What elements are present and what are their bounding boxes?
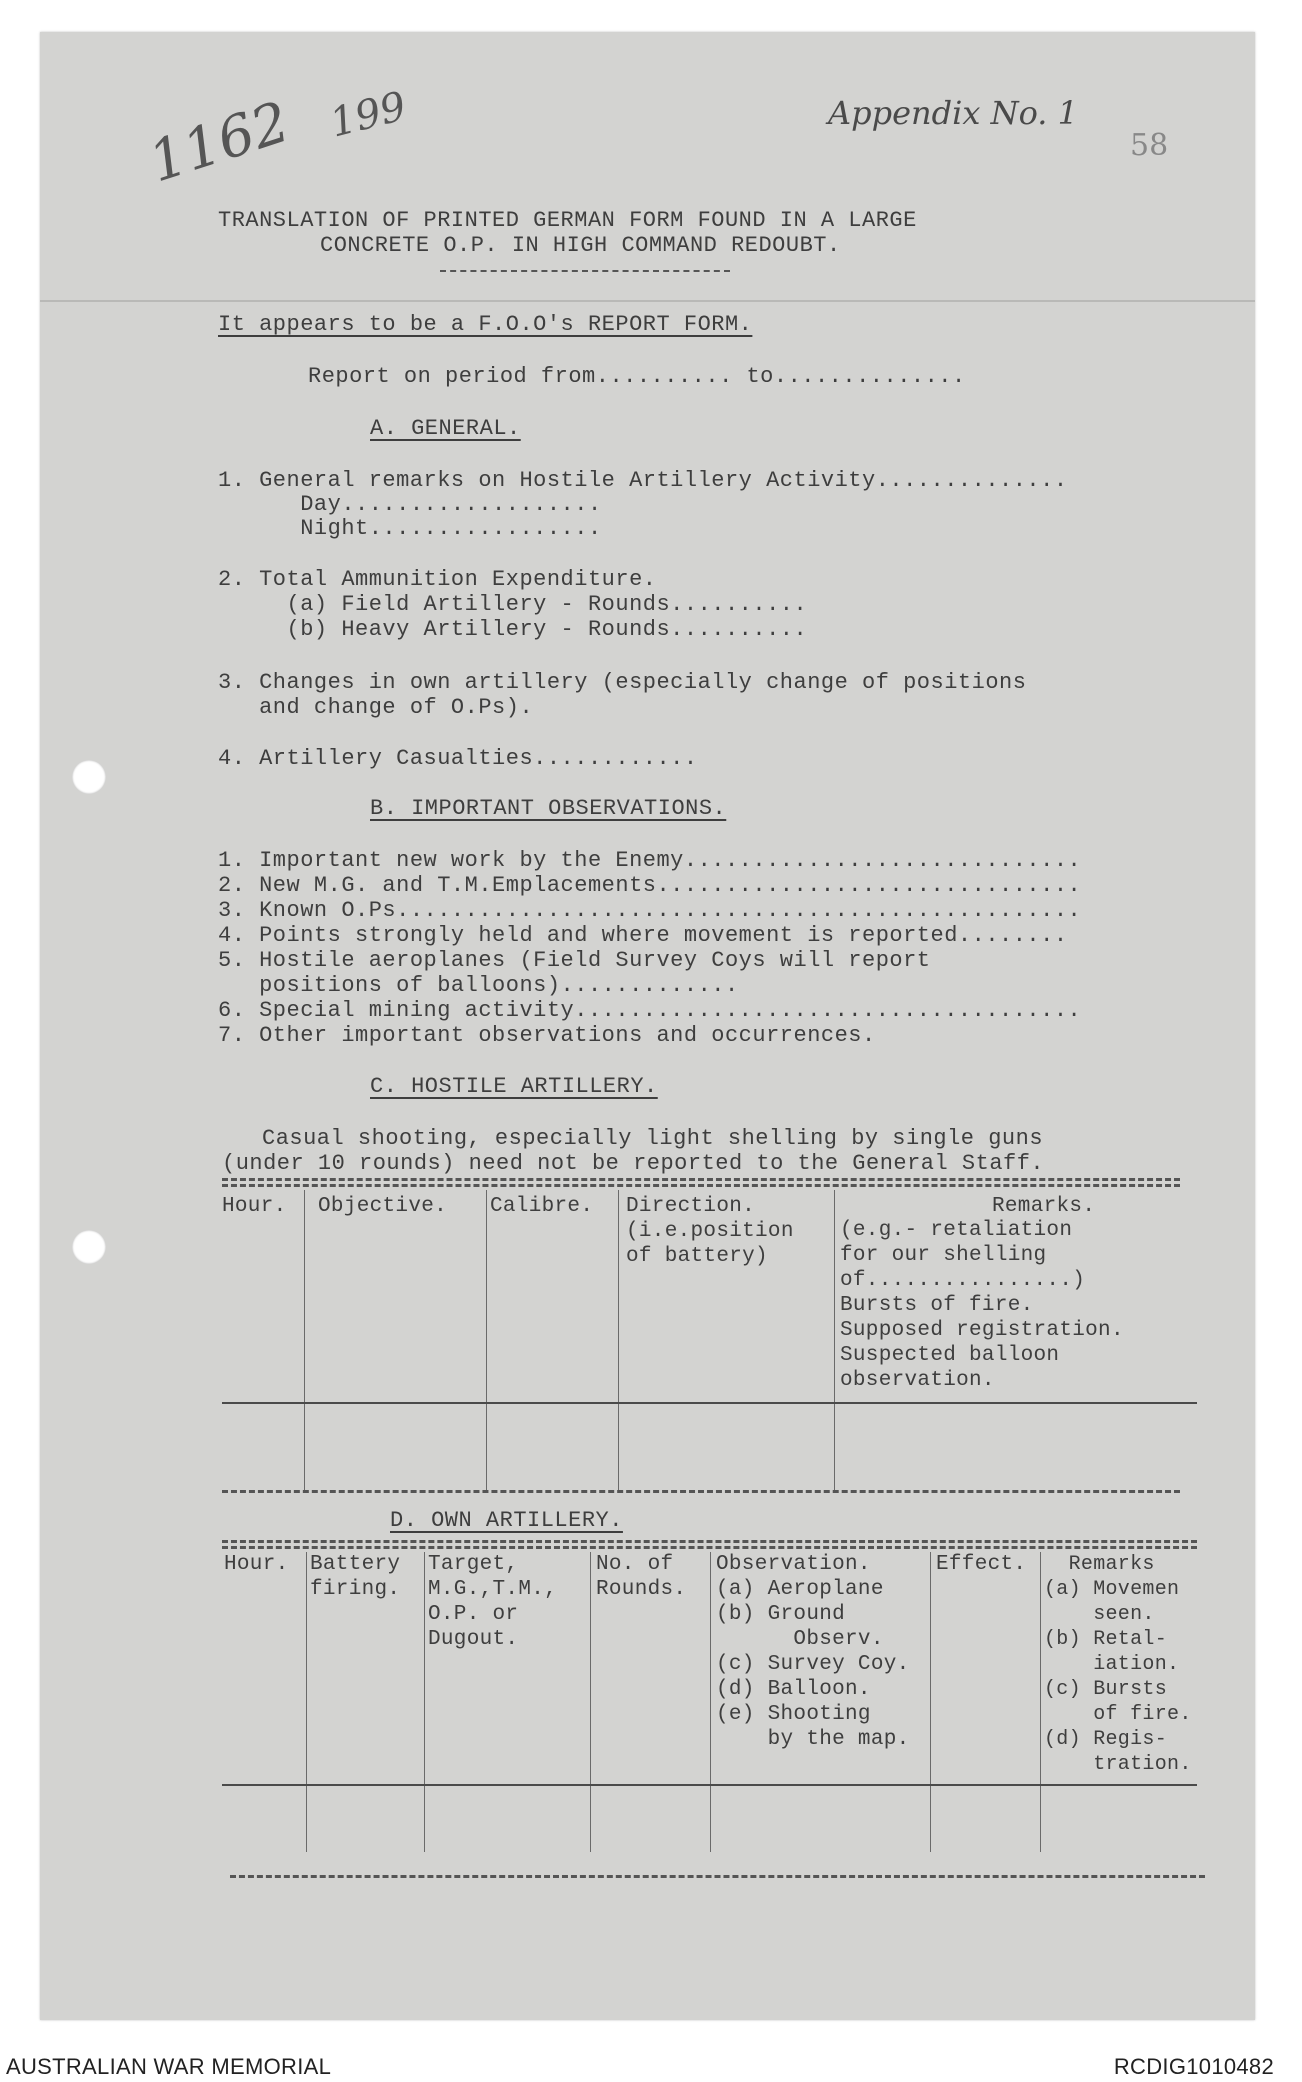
document-sheet bbox=[40, 32, 1255, 2020]
a-line: Day................... bbox=[218, 492, 602, 517]
handwritten-ref-1162: 1162 bbox=[141, 89, 298, 196]
table-d-divider bbox=[590, 1552, 591, 1852]
table-c-divider bbox=[618, 1190, 619, 1490]
b-item: 6. Special mining activity..................................... bbox=[218, 998, 1082, 1023]
col-remarks: (e.g.- retaliation for our shelling of................) Bursts of fire. Supposed registration. Suspected balloon observation. bbox=[840, 1219, 1124, 1392]
a-line: Night................. bbox=[218, 516, 602, 541]
b-item: positions of balloons)............. bbox=[218, 973, 739, 998]
report-period: Report on period from.......... to.............. bbox=[308, 364, 966, 389]
b-item: 5. Hostile aeroplanes (Field Survey Coys will report bbox=[218, 948, 931, 973]
b-item: 7. Other important observations and occurrences. bbox=[218, 1023, 876, 1048]
col-hour: Hour. bbox=[222, 1195, 287, 1218]
fold-line bbox=[40, 300, 1255, 302]
b-item: 4. Points strongly held and where movement is reported........ bbox=[218, 923, 1068, 948]
punch-hole-bottom bbox=[72, 1230, 106, 1264]
table-c-divider bbox=[486, 1190, 487, 1490]
col-battery: Battery firing. bbox=[310, 1553, 401, 1601]
col-observation: Observation. (a) Aeroplane (b) Ground Observ. (c) Survey Coy. (d) Balloon. (e) Shooting by the map. bbox=[716, 1553, 910, 1751]
table-d-header-rule bbox=[222, 1784, 1197, 1786]
table-c-top-rule bbox=[222, 1178, 1180, 1181]
a-line: 4. Artillery Casualties............ bbox=[218, 746, 698, 771]
table-d-divider bbox=[306, 1552, 307, 1852]
col-effect: Effect. bbox=[936, 1553, 1027, 1576]
table-d-divider bbox=[930, 1552, 931, 1852]
table-d-bottom-rule bbox=[230, 1875, 1205, 1878]
a-line: (b) Heavy Artillery - Rounds.......... bbox=[218, 617, 808, 642]
section-c-note-1: Casual shooting, especially light shelling by single guns bbox=[262, 1126, 1044, 1151]
intro-line: It appears to be a F.O.O's REPORT FORM. bbox=[218, 312, 753, 337]
table-c-divider bbox=[834, 1190, 835, 1490]
col-rounds: No. of Rounds. bbox=[596, 1553, 687, 1601]
table-d-divider bbox=[424, 1552, 425, 1852]
b-item: 2. New M.G. and T.M.Emplacements............................... bbox=[218, 873, 1082, 898]
section-d-heading: D. OWN ARTILLERY. bbox=[390, 1508, 623, 1533]
section-a-heading: A. GENERAL. bbox=[370, 416, 521, 441]
footer-source: AUSTRALIAN WAR MEMORIAL bbox=[6, 2054, 332, 2079]
a-line: and change of O.Ps). bbox=[218, 695, 534, 720]
table-d-divider bbox=[710, 1552, 711, 1852]
b-item: 3. Known O.Ps.................................................. bbox=[218, 898, 1082, 923]
table-d-top-rule bbox=[222, 1540, 1197, 1543]
col-remarks-head: Remarks. bbox=[992, 1195, 1096, 1218]
col-hour: Hour. bbox=[224, 1553, 289, 1576]
table-d-divider bbox=[1040, 1552, 1041, 1852]
col-target: Target, M.G.,T.M., O.P. or Dugout. bbox=[428, 1553, 558, 1651]
title-underline bbox=[440, 270, 730, 272]
section-c-heading: C. HOSTILE ARTILLERY. bbox=[370, 1074, 658, 1099]
table-d-top-rule-2 bbox=[222, 1546, 1197, 1549]
table-c-header-rule bbox=[222, 1402, 1197, 1404]
b-item: 1. Important new work by the Enemy............................. bbox=[218, 848, 1082, 873]
section-c-note-2: (under 10 rounds) need not be reported to the General Staff. bbox=[222, 1151, 1045, 1176]
a-line: 1. General remarks on Hostile Artillery Activity.............. bbox=[218, 468, 1068, 493]
handwritten-ref-199: 199 bbox=[325, 83, 411, 147]
title-line-1: TRANSLATION OF PRINTED GERMAN FORM FOUND IN A LARGE bbox=[218, 208, 917, 233]
title-line-2: CONCRETE O.P. IN HIGH COMMAND REDOUBT. bbox=[320, 233, 841, 258]
col-objective: Objective. bbox=[318, 1195, 448, 1218]
col-direction: Direction. (i.e.position of battery) bbox=[626, 1195, 794, 1268]
col-remarks: Remarks (a) Movemen seen. (b) Retal- iation. (c) Bursts of fire. (d) Regis- tration. bbox=[1044, 1553, 1192, 1776]
punch-hole-top bbox=[72, 760, 106, 794]
page-number: 58 bbox=[1130, 128, 1169, 163]
col-calibre: Calibre. bbox=[490, 1195, 594, 1218]
a-line: 3. Changes in own artillery (especially change of positions bbox=[218, 670, 1027, 695]
table-c-top-rule-2 bbox=[222, 1184, 1180, 1187]
table-c-bottom-rule bbox=[222, 1490, 1180, 1493]
a-line: (a) Field Artillery - Rounds.......... bbox=[218, 592, 808, 617]
footer-id: RCDIG1010482 bbox=[1113, 2054, 1274, 2079]
appendix-label: Appendix No. 1 bbox=[828, 94, 1078, 132]
table-c-divider bbox=[304, 1190, 305, 1490]
a-line: 2. Total Ammunition Expenditure. bbox=[218, 567, 657, 592]
section-b-heading: B. IMPORTANT OBSERVATIONS. bbox=[370, 796, 727, 821]
